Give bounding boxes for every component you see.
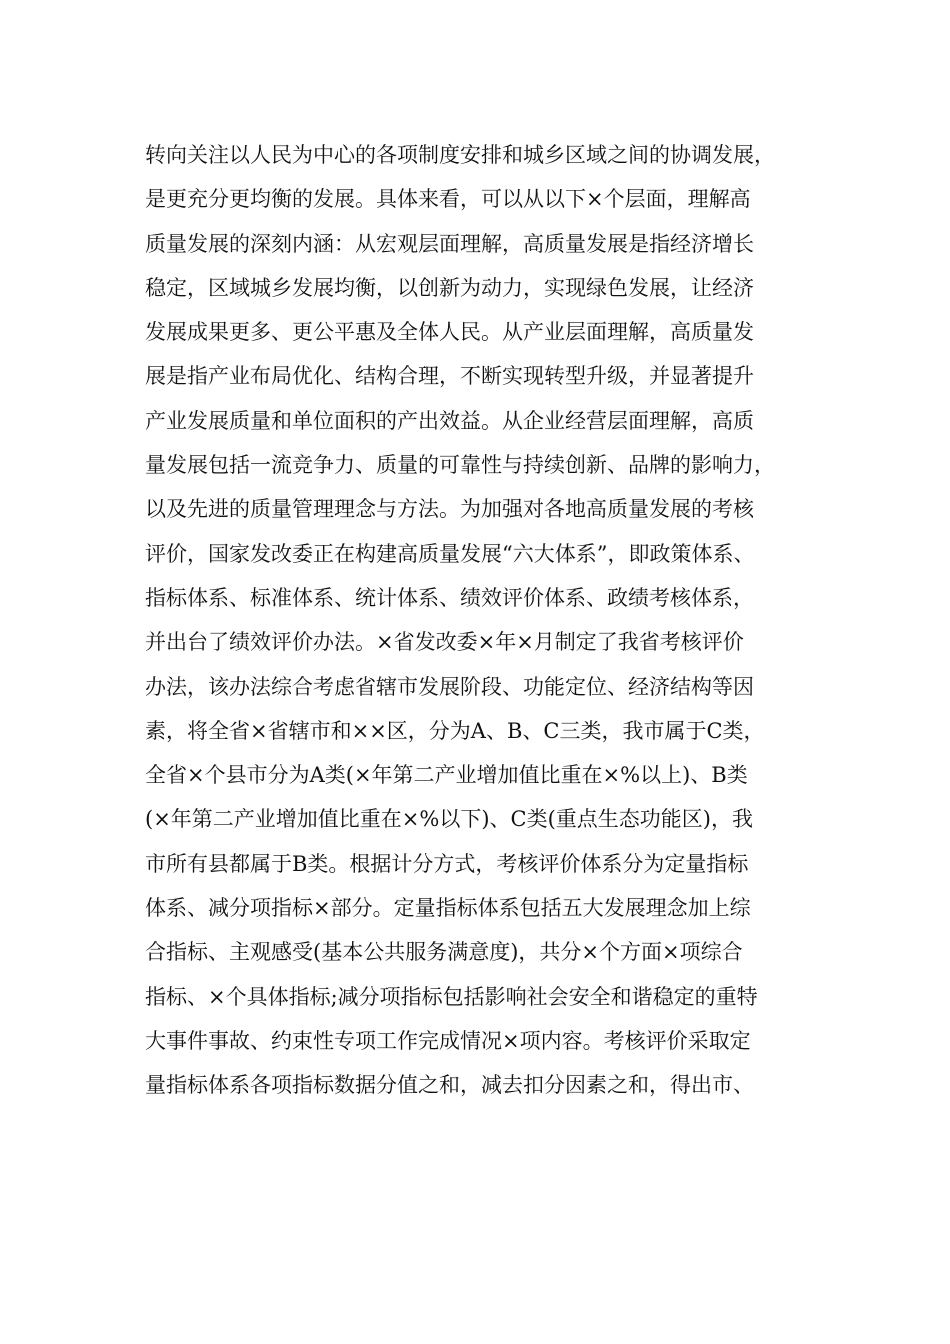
text-line: 转向关注以人民为中心的各项制度安排和城乡区域之间的协调发展， xyxy=(145,143,775,167)
text-line: 评价，国家发改委正在构建高质量发展“六大体系”，即政策体系、 xyxy=(145,541,755,566)
text-line: 产业发展质量和单位面积的产出效益。从企业经营层面理解，高质 xyxy=(145,408,754,433)
text-line: 大事件事故、约束性专项工作完成情况×项内容。考核评价采取定 xyxy=(145,1028,751,1053)
text-line: 量发展包括一流竞争力、质量的可靠性与持续创新、品牌的影响力， xyxy=(145,453,775,478)
text-line: 办法，该办法综合考虑省辖市发展阶段、功能定位、经济结构等因 xyxy=(145,674,754,699)
text-line: 质量发展的深刻内涵：从宏观层面理解，高质量发展是指经济增长 xyxy=(145,231,754,256)
text-line: 指标、×个具体指标;减分项指标包括影响社会安全和谐稳定的重特 xyxy=(145,984,758,1009)
text-line: 素，将全省×省辖市和××区，分为A、B、C三类，我市属于C类， xyxy=(145,718,765,743)
text-line: 展是指产业布局优化、结构合理，不断实现转型升级，并显著提升 xyxy=(145,364,754,389)
text-line: 稳定，区域城乡发展均衡，以创新为动力，实现绿色发展，让经济 xyxy=(145,275,754,300)
text-line: 全省×个县市分为A类(×年第二产业增加值比重在×%以上)、B类 xyxy=(145,763,748,788)
text-line: (×年第二产业增加值比重在×%以下)、C类(重点生态功能区)，我 xyxy=(145,807,753,832)
text-line: 是更充分更均衡的发展。具体来看，可以从以下×个层面，理解高 xyxy=(145,187,751,212)
text-line: 并出台了绩效评价办法。×省发改委×年×月制定了我省考核评价 xyxy=(145,630,744,655)
text-line: 指标体系、标准体系、统计体系、绩效评价体系、政绩考核体系， xyxy=(145,585,754,610)
text-line: 量指标体系各项指标数据分值之和，减去扣分因素之和，得出市、 xyxy=(145,1073,754,1098)
text-line: 市所有县都属于B类。根据计分方式，考核评价体系分为定量指标 xyxy=(145,851,749,876)
text-line: 合指标、主观感受(基本公共服务满意度)，共分×个方面×项综合 xyxy=(145,940,743,965)
body-paragraph xyxy=(145,133,815,1108)
text-line: 发展成果更多、更公平惠及全体人民。从产业层面理解，高质量发 xyxy=(145,320,754,345)
text-line: 体系、减分项指标×部分。定量指标体系包括五大发展理念加上综 xyxy=(145,896,751,921)
text-line: 以及先进的质量管理理念与方法。为加强对各地高质量发展的考核 xyxy=(145,497,754,522)
